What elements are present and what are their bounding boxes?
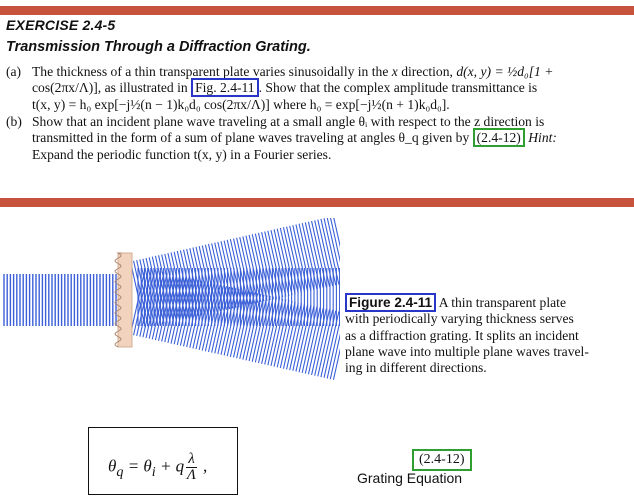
part-a-line-1 [6, 64, 628, 80]
grating-plate [115, 253, 132, 347]
wavefront-line [330, 313, 340, 379]
grating-equation [108, 452, 207, 483]
figure-label: Figure 2.4-11 [345, 293, 436, 312]
text-span: direction, [397, 64, 457, 79]
eq-fraction [186, 452, 197, 483]
exercise-number: EXERCISE 2.4-5 [6, 17, 116, 33]
figure-caption [345, 295, 630, 376]
thickness-equation-cont: cos(2πx/Λ)] [32, 80, 98, 96]
text-span: transmitted in the form of a sum of plane waves traveling at angles θ_q given by [32, 130, 473, 146]
figure-reference-link[interactable]: Fig. 2.4-11 [191, 78, 259, 97]
caption-line: plane wave into multiple plane waves travel- [345, 343, 589, 359]
math-var: x [391, 64, 398, 79]
eq-denominator: Λ [186, 467, 196, 483]
plane-waves [4, 218, 340, 380]
caption-text: A thin transparent plate [436, 295, 566, 310]
top-divider-bar [0, 6, 634, 15]
eq-numerator: λ [188, 451, 195, 467]
diffraction-grating-diagram [0, 218, 340, 418]
hint-label: Hint: [528, 130, 557, 146]
part-b-label: (b) [6, 114, 22, 129]
caption-line: with periodically varying thickness serves [345, 311, 574, 327]
part-b-line-3: Expand the periodic function t(x, y) in a Fourier series. [32, 146, 332, 162]
eq-rhs-subscript: i [151, 463, 156, 480]
thickness-equation: d(x, y) = ½d₀[1 + [456, 64, 554, 79]
eq-rhs: = θ [123, 456, 152, 476]
eq-tail: , [198, 456, 208, 476]
part-b-line-1: Show that an incident plane wave traveling at a small angle θᵢ with respect to the z direction is [32, 114, 545, 129]
text-span: . Show that the complex amplitude transmittance is [258, 80, 538, 96]
part-a [6, 64, 628, 113]
equation-number: (2.4-12) [412, 449, 472, 471]
part-a-line-3: t(x, y) = h₀ exp[−j½(n − 1)k₀d₀ cos(2πx/Λ)] where h₀ = exp[−j½(n + 1)k₀d₀]. [32, 96, 450, 112]
part-a-label: (a) [6, 64, 22, 79]
exercise-title: Transmission Through a Diffraction Grating. [6, 39, 311, 55]
text-span: The thickness of a thin transparent plate varies sinusoidally in the [32, 64, 392, 79]
part-b [6, 114, 628, 163]
eq-lhs-subscript: q [116, 463, 124, 480]
caption-line: ing in different directions. [345, 360, 487, 376]
part-b-line-2 [6, 130, 628, 146]
caption-line: as a diffraction grating. It splits an incident [345, 327, 579, 343]
equation-caption: Grating Equation [357, 470, 463, 486]
part-a-line-2 [6, 80, 628, 96]
equation-reference-link[interactable]: (2.4-12) [473, 128, 525, 147]
bottom-divider-bar [0, 198, 634, 207]
text-span: , as illustrated in [97, 80, 192, 96]
eq-rhs-term: + q [155, 456, 185, 476]
eq-lhs: θ [108, 456, 117, 476]
